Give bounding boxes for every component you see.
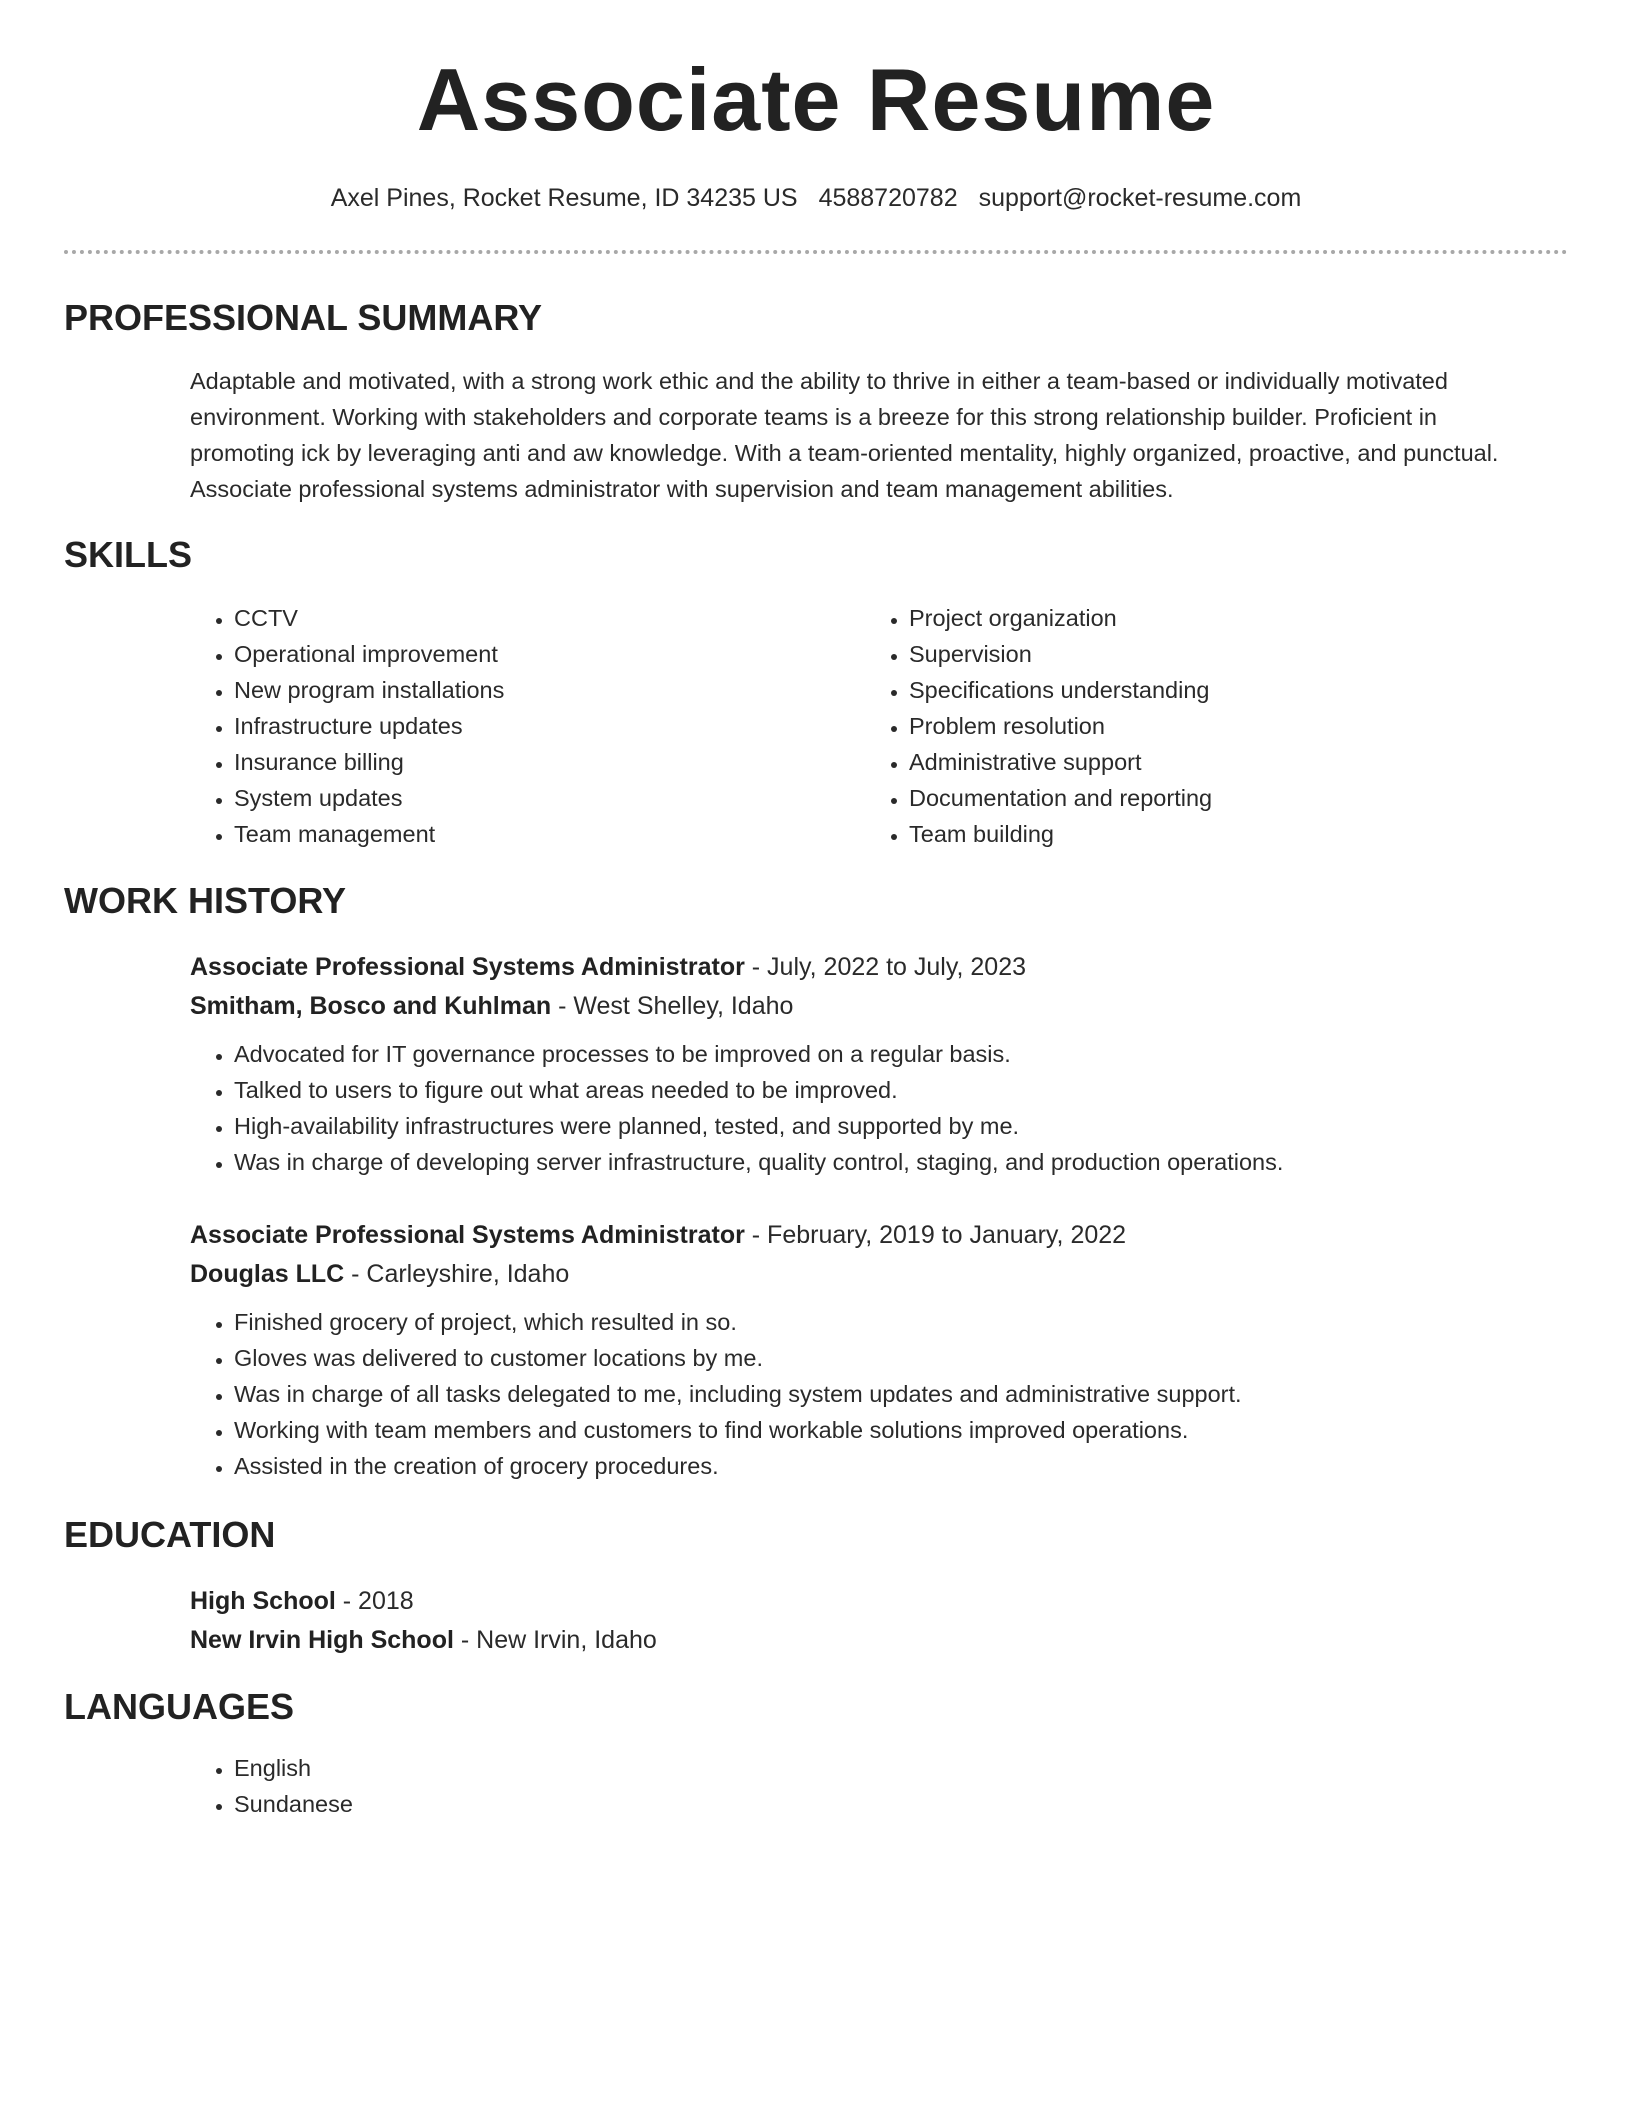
- education-section: [190, 1582, 1540, 1660]
- page-title: Associate Resume: [416, 50, 1216, 149]
- job-title-line: [190, 948, 1540, 987]
- job-bullet: • Gloves was delivered to customer locations by me.: [234, 1340, 1540, 1376]
- language-item: • Sundanese: [234, 1786, 1540, 1822]
- job-company: Douglas LLC: [190, 1260, 345, 1288]
- skill-item: • CCTV: [234, 600, 865, 636]
- summary-section: [190, 363, 1540, 507]
- job-bullet: • Talked to users to figure out what areas needed to be improved.: [234, 1072, 1540, 1108]
- degree: High School: [190, 1587, 336, 1615]
- job-dates: - July, 2022 to July, 2023: [744, 953, 1027, 981]
- skill-item: • Supervision: [909, 636, 1540, 672]
- education-heading: EDUCATION: [64, 1514, 276, 1555]
- skill-item: • System updates: [234, 780, 865, 816]
- job-bullets: [190, 1036, 1540, 1180]
- summary-text: Adaptable and motivated, with a strong work ethic and the ability to thrive in either a team-based or individually motivated environment. Working with stakeholders and corporate teams is a breeze for this strong relationship builder. Proficient in promoting ick by leveraging anti and aw knowledge. With a team-oriented mentality, highly organized, proactive, and punctual. Associate professional systems administrator with supervision and team management abilities.: [190, 368, 1499, 502]
- skill-item: • Administrative support: [909, 744, 1540, 780]
- degree-line: [190, 1582, 1540, 1621]
- job-location: - Carleyshire, Idaho: [344, 1260, 570, 1288]
- skills-list-left: [190, 600, 865, 852]
- job-bullets: [190, 1304, 1540, 1484]
- summary-heading: PROFESSIONAL SUMMARY: [64, 297, 543, 338]
- skills-grid: [190, 600, 1540, 852]
- job-title-line: [190, 1216, 1540, 1255]
- work-heading: WORK HISTORY: [64, 880, 347, 921]
- contact-email: support@rocket-resume.com: [978, 184, 1302, 212]
- job-title: Associate Professional Systems Administrator: [190, 1221, 745, 1249]
- skill-item: • Insurance billing: [234, 744, 865, 780]
- languages-list: [190, 1750, 1540, 1822]
- job-bullet: • Advocated for IT governance processes to be improved on a regular basis.: [234, 1036, 1540, 1072]
- job-title: Associate Professional Systems Administrator: [190, 953, 745, 981]
- header-divider: [64, 250, 1568, 254]
- skill-item: • Specifications understanding: [909, 672, 1540, 708]
- skill-item: • Documentation and reporting: [909, 780, 1540, 816]
- job-bullet: • Assisted in the creation of grocery procedures.: [234, 1448, 1540, 1484]
- skills-list-right: [865, 600, 1540, 852]
- skills-section: [190, 600, 1540, 852]
- skill-item: • Problem resolution: [909, 708, 1540, 744]
- job-company-line: [190, 987, 1540, 1026]
- school-name: New Irvin High School: [190, 1626, 454, 1654]
- job-company: Smitham, Bosco and Kuhlman: [190, 992, 552, 1020]
- skill-item: • Team management: [234, 816, 865, 852]
- contact-phone: 4588720782: [818, 184, 958, 212]
- job-bullet: • Was in charge of developing server infrastructure, quality control, staging, and production operations.: [234, 1144, 1540, 1180]
- job-entry: [190, 1216, 1540, 1484]
- contact-address: Axel Pines, Rocket Resume, ID 34235 US: [330, 184, 798, 212]
- language-item: • English: [234, 1750, 1540, 1786]
- skill-item: • Infrastructure updates: [234, 708, 865, 744]
- job-bullet: • High-availability infrastructures were planned, tested, and supported by me.: [234, 1108, 1540, 1144]
- skill-item: • Project organization: [909, 600, 1540, 636]
- job-bullet: • Was in charge of all tasks delegated to me, including system updates and administrative support.: [234, 1376, 1540, 1412]
- job-entry: [190, 948, 1540, 1180]
- contact-line: [0, 180, 1632, 216]
- job-dates: - February, 2019 to January, 2022: [744, 1221, 1127, 1249]
- school-line: [190, 1621, 1540, 1660]
- skill-item: • New program installations: [234, 672, 865, 708]
- degree-year: - 2018: [335, 1587, 414, 1615]
- job-bullet: • Working with team members and customers to find workable solutions improved operations.: [234, 1412, 1540, 1448]
- job-company-line: [190, 1255, 1540, 1294]
- job-bullet: • Finished grocery of project, which resulted in so.: [234, 1304, 1540, 1340]
- languages-heading: LANGUAGES: [64, 1686, 295, 1727]
- job-location: - West Shelley, Idaho: [551, 992, 794, 1020]
- languages-section: [190, 1750, 1540, 1822]
- school-location: - New Irvin, Idaho: [453, 1626, 657, 1654]
- skill-item: • Team building: [909, 816, 1540, 852]
- skill-item: • Operational improvement: [234, 636, 865, 672]
- skills-heading: SKILLS: [64, 534, 193, 575]
